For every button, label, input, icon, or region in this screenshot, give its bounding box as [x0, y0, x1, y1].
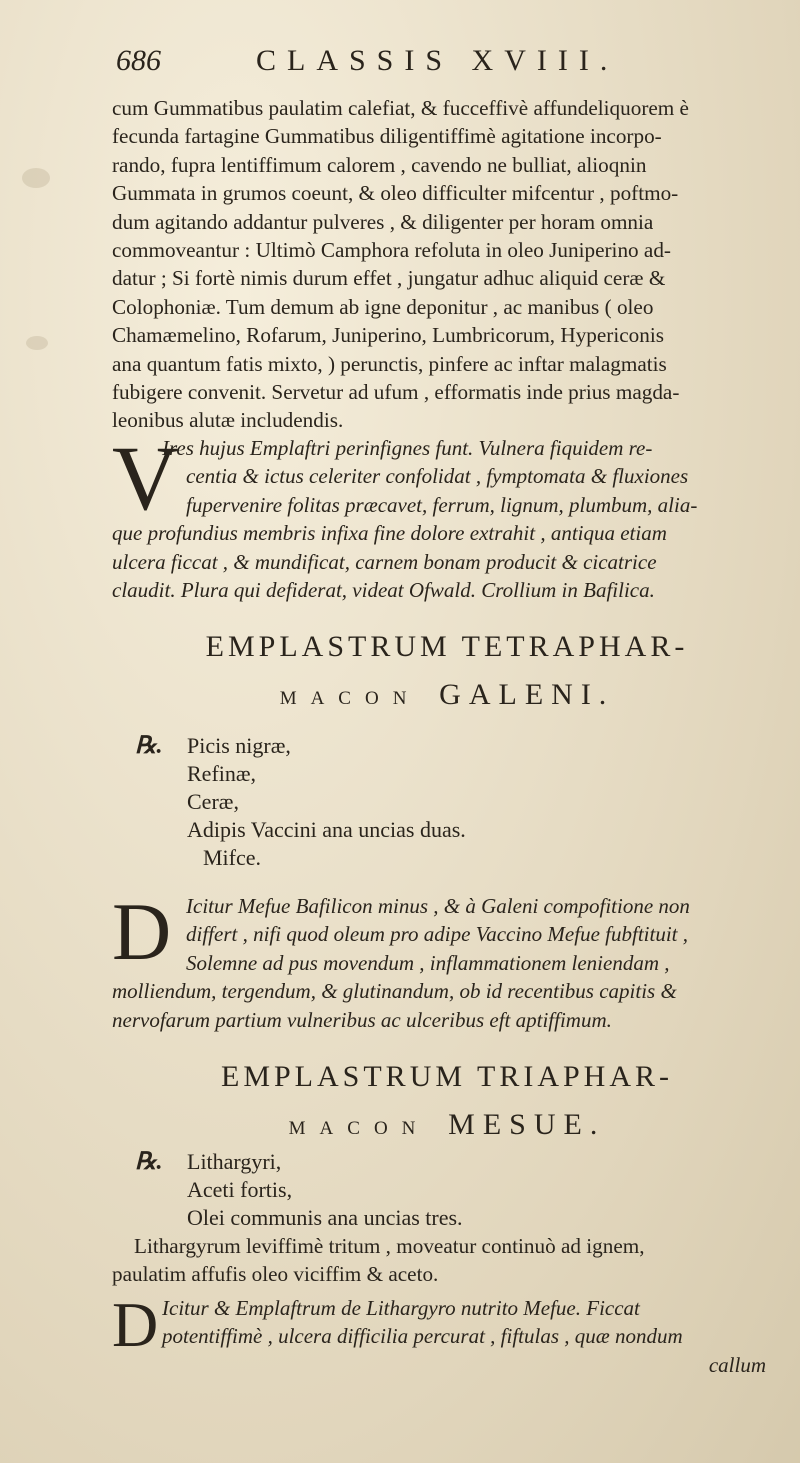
drop-cap: D [112, 1289, 159, 1360]
text-line: datur ; Si fortè nimis durum effet , jungatur adhuc aliquid ceræ & [112, 266, 666, 291]
text-line: Chamæmelino, Rofarum, Juniperino, Lumbricorum, Hypericonis [112, 323, 664, 348]
subtitle-lead: MACON [279, 688, 421, 709]
text-line: Gummata in grumos coeunt, & oleo difficulter mifcentur , poftmo- [112, 181, 679, 206]
subtitle-lead: MACON [288, 1118, 430, 1139]
text-line: rando, fupra lentiffimum calorem , cavendo ne bulliat, alioqnin [112, 152, 647, 177]
text-line: cum Gummatibus paulatim calefiat, & fucceffivè affundeliquorem è [112, 96, 689, 120]
text-line: potentiffimè , ulcera difficilia percurat , fiftulas , quæ nondum [162, 1324, 683, 1349]
ingredient: Adipis Vaccini ana uncias duas. [187, 817, 466, 842]
ingredient: Ceræ, [187, 789, 239, 814]
text-line: molliendum, tergendum, & glutinandum, ob id recentibus capitis & [112, 979, 677, 1004]
ingredient: Mifce. [203, 845, 262, 870]
text-line: nervofarum partium vulneribus ac ulceribus eft aptiffimum. [112, 1007, 612, 1032]
drop-cap: D [112, 886, 172, 977]
section-title: EMPLASTRUM TRIAPHAR- [221, 1060, 673, 1093]
text-line: dum agitando addantur pulveres , & diligenter per horam omnia [112, 209, 654, 234]
text-line: Colophoniæ. Tum demum ab igne deponitur , ac manibus ( oleo [112, 294, 654, 319]
page-header [116, 44, 716, 84]
text-line: ana quantum fatis mixto, ) perunctis, pinfere ac inftar malagmatis [112, 351, 667, 376]
running-head: CLASSIS XVIII. [256, 44, 619, 77]
text-line: commoveantur : Ultimò Camphora refoluta in oleo Juniperino ad- [112, 238, 671, 263]
text-line: que profundius membris infixa fine dolore extrahit , antiqua etiam [112, 521, 667, 546]
ingredient: Lithargyri, [187, 1149, 282, 1174]
recipe-list [135, 732, 466, 872]
ingredient: Refinæ, [187, 761, 257, 786]
text-line: differt , nifi quod oleum pro adipe Vaccino Mefue fubftituit , [186, 922, 688, 947]
section-subtitle [112, 678, 782, 712]
ingredient: Aceti fortis, [187, 1177, 293, 1202]
text-line: fubigere convenit. Servetur ad ufum , efformatis inde prius magda- [112, 380, 680, 405]
recipe-list [135, 1148, 463, 1232]
ingredient: Olei communis ana uncias tres. [187, 1205, 463, 1230]
text-line: Solemne ad pus movendum , inflammationem leniendam , [186, 950, 670, 975]
ink-stain [26, 336, 48, 350]
subtitle-name: MESUE. [448, 1108, 606, 1141]
section-title: EMPLASTRUM TETRAPHAR- [205, 630, 689, 663]
paragraph-uses [112, 1289, 782, 1379]
catchword: callum [708, 1352, 766, 1377]
ingredient: Picis nigræ, [187, 733, 291, 758]
paragraph-description [112, 886, 782, 1034]
text-line: fupervenire folitas præcavet, ferrum, lignum, plumbum, alia- [186, 492, 698, 517]
text-line: claudit. Plura qui defiderat, videat Ofwald. Crollium in Bafilica. [112, 578, 655, 603]
drop-cap: V [112, 427, 179, 529]
ink-stain [22, 168, 50, 188]
paragraph-virtues [112, 427, 782, 604]
recipe-symbol: ℞. [135, 733, 163, 759]
text-line: Lithargyrum leviffimè tritum , moveatur continuò ad ignem, [134, 1234, 645, 1258]
paragraph-method [112, 1232, 782, 1289]
subtitle-name: GALENI. [439, 678, 615, 711]
text-line: leonibus alutæ includendis. [112, 408, 344, 433]
text-line: fecunda fartagine Gummatibus diligentiffimè agitatione incorpo- [112, 124, 662, 149]
text-line: Icitur Mefue Bafilicon minus , & à Galeni compofitione non [186, 894, 690, 918]
text-line: ulcera ficcat , & mundificat, carnem bonam producit & cicatrice [112, 549, 657, 574]
section-subtitle [112, 1108, 782, 1142]
recipe-symbol: ℞. [135, 1149, 163, 1175]
text-line: centia & ictus celeriter confolidat , fymptomata & fluxiones [186, 464, 689, 489]
page-number: 686 [116, 44, 161, 77]
paragraph-preparation [112, 94, 782, 435]
text-line: Icitur & Emplaftrum de Lithargyro nutrito Mefue. Ficcat [162, 1296, 640, 1320]
text-line: paulatim affufis oleo viciffim & aceto. [112, 1262, 439, 1287]
text-line: Ires hujus Emplaftri perinfignes funt. Vulnera fiquidem re- [162, 436, 653, 460]
